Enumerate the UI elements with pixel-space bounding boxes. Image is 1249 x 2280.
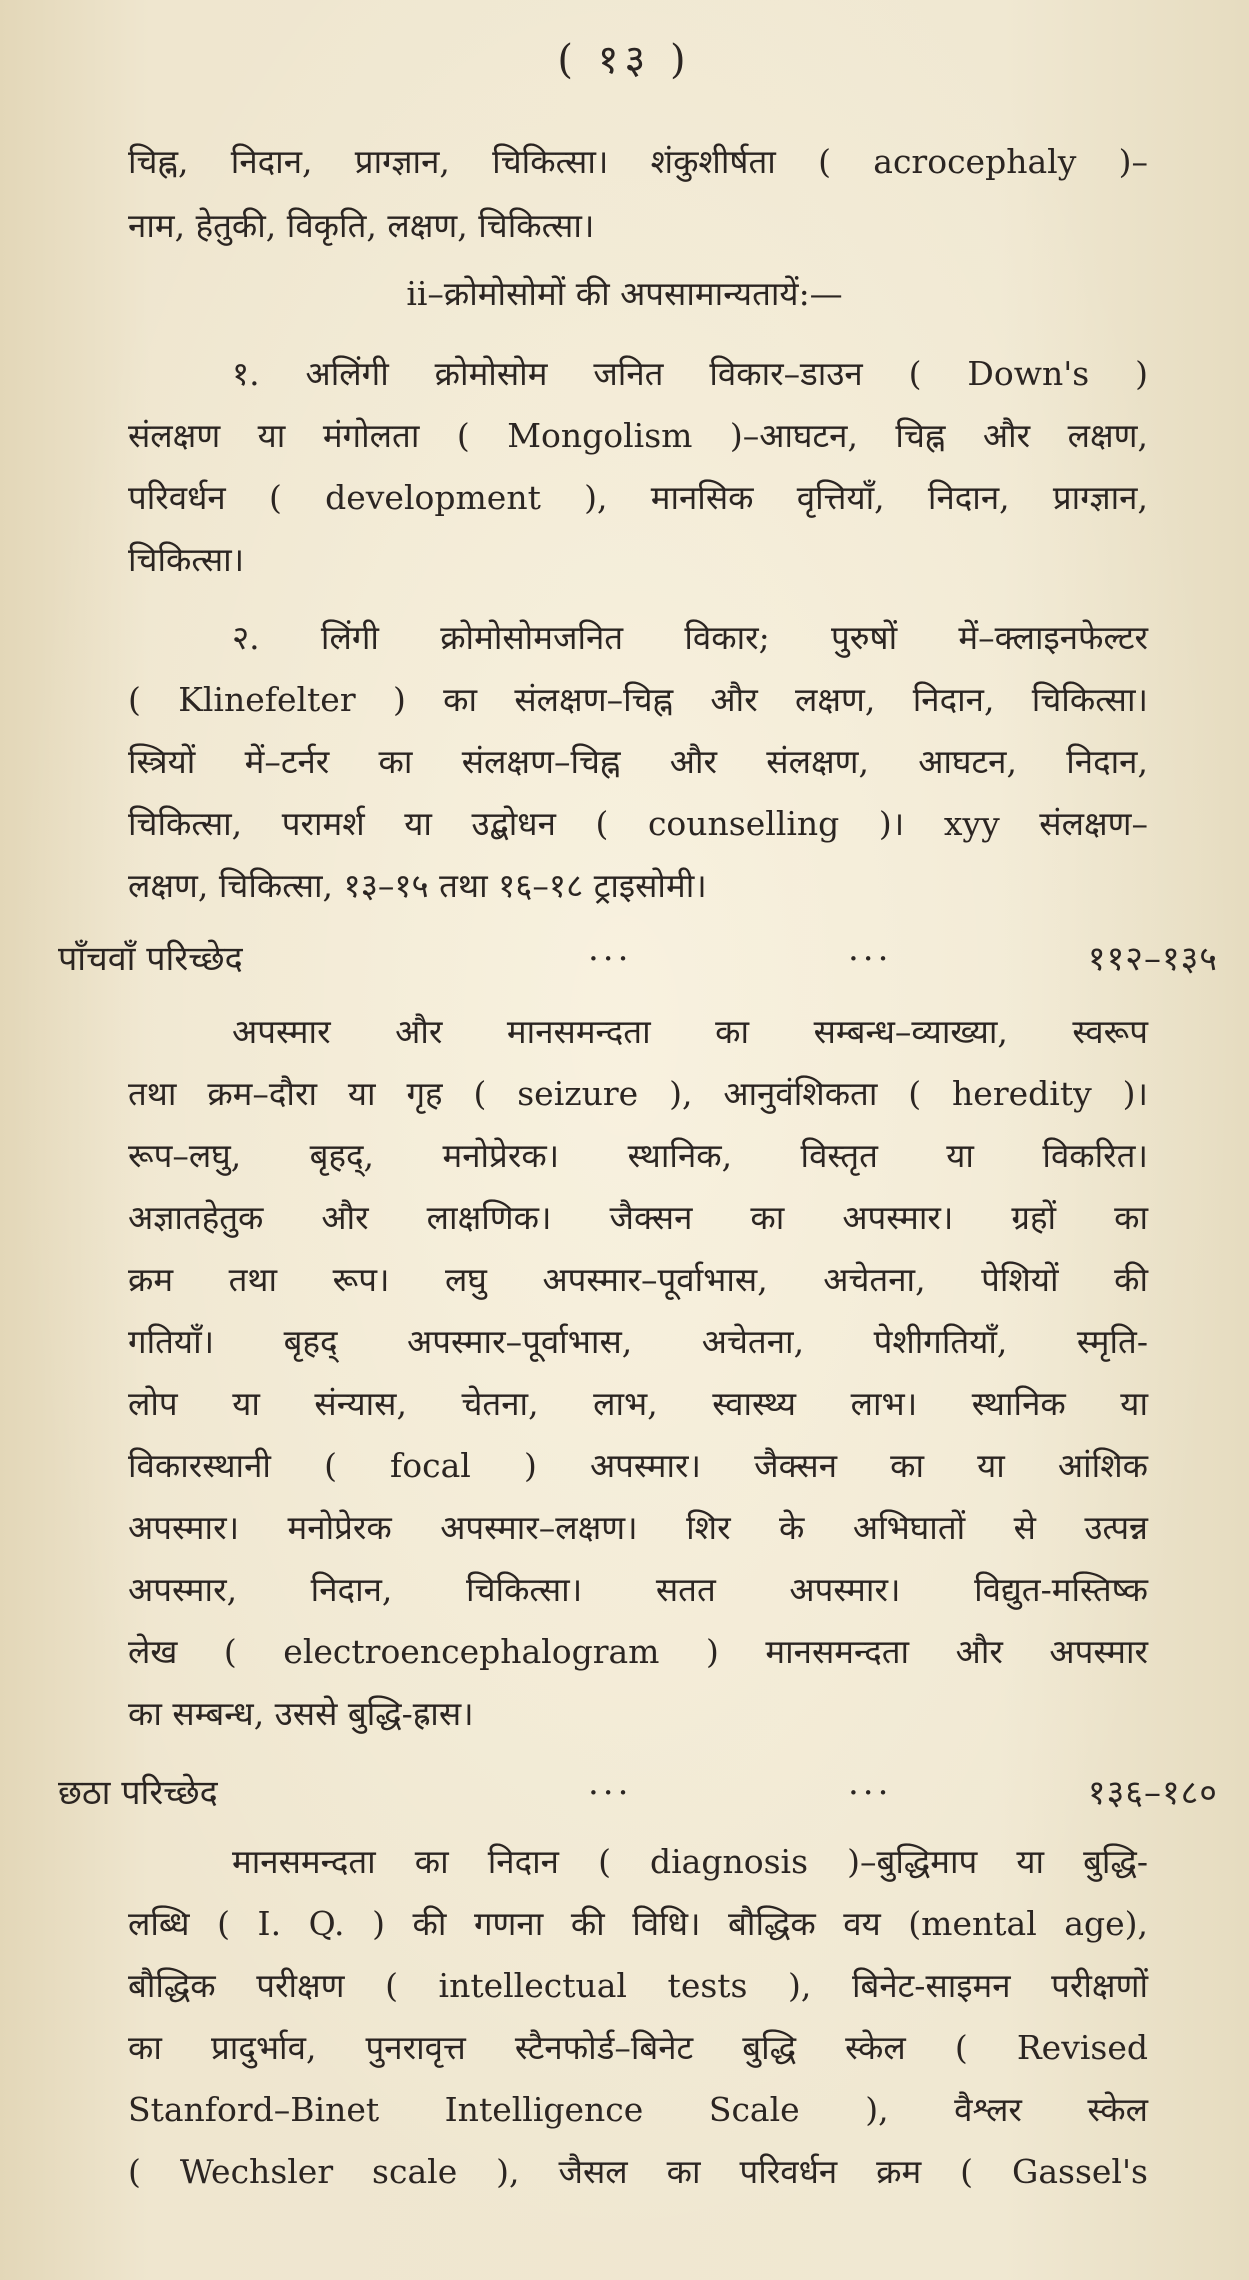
text-line: का सम्बन्ध, उससे बुद्धि-ह्रास।: [128, 1694, 474, 1733]
section-heading: ii–क्रोमोसोमों की अपसामान्यतायें:—: [406, 274, 843, 313]
text-line: क्रम तथा रूप। लघु अपस्मार–पूर्वाभास, अचेतना, पेशियों की: [128, 1260, 1148, 1299]
leader-dots: ...: [588, 929, 633, 969]
text-line: अपस्मार, निदान, चिकित्सा। सतत अपस्मार। विद्युत-मस्तिष्क: [128, 1570, 1148, 1609]
text-line: अज्ञातहेतुक और लाक्षणिक। जैक्सन का अपस्मार। ग्रहों का: [128, 1198, 1148, 1237]
text-line: नाम, हेतुकी, विकृति, लक्षण, चिकित्सा।: [128, 206, 595, 245]
chapter-header: [58, 929, 1218, 984]
text-line: गतियाँ। बृहद् अपस्मार–पूर्वाभास, अचेतना, पेशीगतियाँ, स्मृति-: [128, 1322, 1148, 1361]
text-line: बौद्धिक परीक्षण ( intellectual tests ), बिनेट-साइमन परीक्षणों: [128, 1966, 1148, 2005]
text-line: चिकित्सा।: [128, 540, 245, 579]
text-line: अपस्मार। मनोप्रेरक अपस्मार–लक्षण। शिर के अभिघातों से उत्पन्न: [128, 1508, 1148, 1547]
text-line: परिवर्धन ( development ), मानसिक वृत्तियाँ, निदान, प्राग्ज्ञान,: [128, 478, 1148, 517]
leader-dots: ...: [848, 1763, 893, 1803]
text-line: चिह्न, निदान, प्राग्ज्ञान, चिकित्सा। शंकुशीर्षता ( acrocephaly )–: [128, 142, 1148, 181]
page-range: ११२–१३५: [1087, 939, 1218, 979]
text-line: ( Wechsler scale ), जैसल का परिवर्धन क्रम ( Gassel's: [128, 2152, 1148, 2191]
text-line: लोप या संन्यास, चेतना, लाभ, स्वास्थ्य लाभ। स्थानिक या: [128, 1384, 1148, 1423]
text-line: का प्रादुर्भाव, पुनरावृत्त स्टैनफोर्ड–बिनेट बुद्धि स्केल ( Revised: [128, 2028, 1148, 2067]
text-line: अपस्मार और मानसमन्दता का सम्बन्ध–व्याख्या, स्वरूप: [232, 1012, 1148, 1051]
text-line: स्त्रियों में–टर्नर का संलक्षण–चिह्न और संलक्षण, आघटन, निदान,: [128, 742, 1148, 781]
text-line: ( Klinefelter ) का संलक्षण–चिह्न और लक्षण, निदान, चिकित्सा।: [128, 680, 1148, 719]
text-line: मानसमन्दता का निदान ( diagnosis )–बुद्धिमाप या बुद्धि-: [232, 1842, 1148, 1881]
text-line: लब्धि ( I. Q. ) की गणना की विधि। बौद्धिक वय (mental age),: [128, 1904, 1148, 1943]
text-line: संलक्षण या मंगोलता ( Mongolism )–आघटन, चिह्न और लक्षण,: [128, 416, 1148, 455]
text-line: लेख ( electroencephalogram ) मानसमन्दता और अपस्मार: [128, 1632, 1148, 1671]
text-line: चिकित्सा, परामर्श या उद्बोधन ( counselling )। xyy संलक्षण–: [128, 804, 1148, 843]
text-line: Stanford–Binet Intelligence Scale ), वैश्लर स्केल: [128, 2090, 1148, 2129]
text-line: २. लिंगी क्रोमोसोमजनित विकार; पुरुषों में–क्लाइनफेल्टर: [232, 618, 1148, 657]
text-line: लक्षण, चिकित्सा, १३–१५ तथा १६–१८ ट्राइसोमी।: [128, 866, 707, 905]
text-line: विकारस्थानी ( focal ) अपस्मार। जैक्सन का या आंशिक: [128, 1446, 1148, 1485]
text-line: १. अलिंगी क्रोमोसोम जनित विकार–डाउन ( Down's ): [232, 354, 1148, 393]
leader-dots: ...: [588, 1763, 633, 1803]
page-number: ( १३ ): [557, 37, 692, 83]
text-line: रूप–लघु, बृहद्, मनोप्रेरक। स्थानिक, विस्तृत या विकरित।: [128, 1136, 1148, 1175]
chapter-title: छठा परिच्छेद: [58, 1773, 218, 1813]
page-range: १३६–१८०: [1087, 1773, 1218, 1813]
chapter-header: [58, 1763, 1218, 1818]
leader-dots: ...: [848, 929, 893, 969]
text-line: तथा क्रम–दौरा या गृह ( seizure ), आनुवंशिकता ( heredity )।: [128, 1074, 1148, 1113]
chapter-title: पाँचवाँ परिच्छेद: [58, 939, 243, 979]
